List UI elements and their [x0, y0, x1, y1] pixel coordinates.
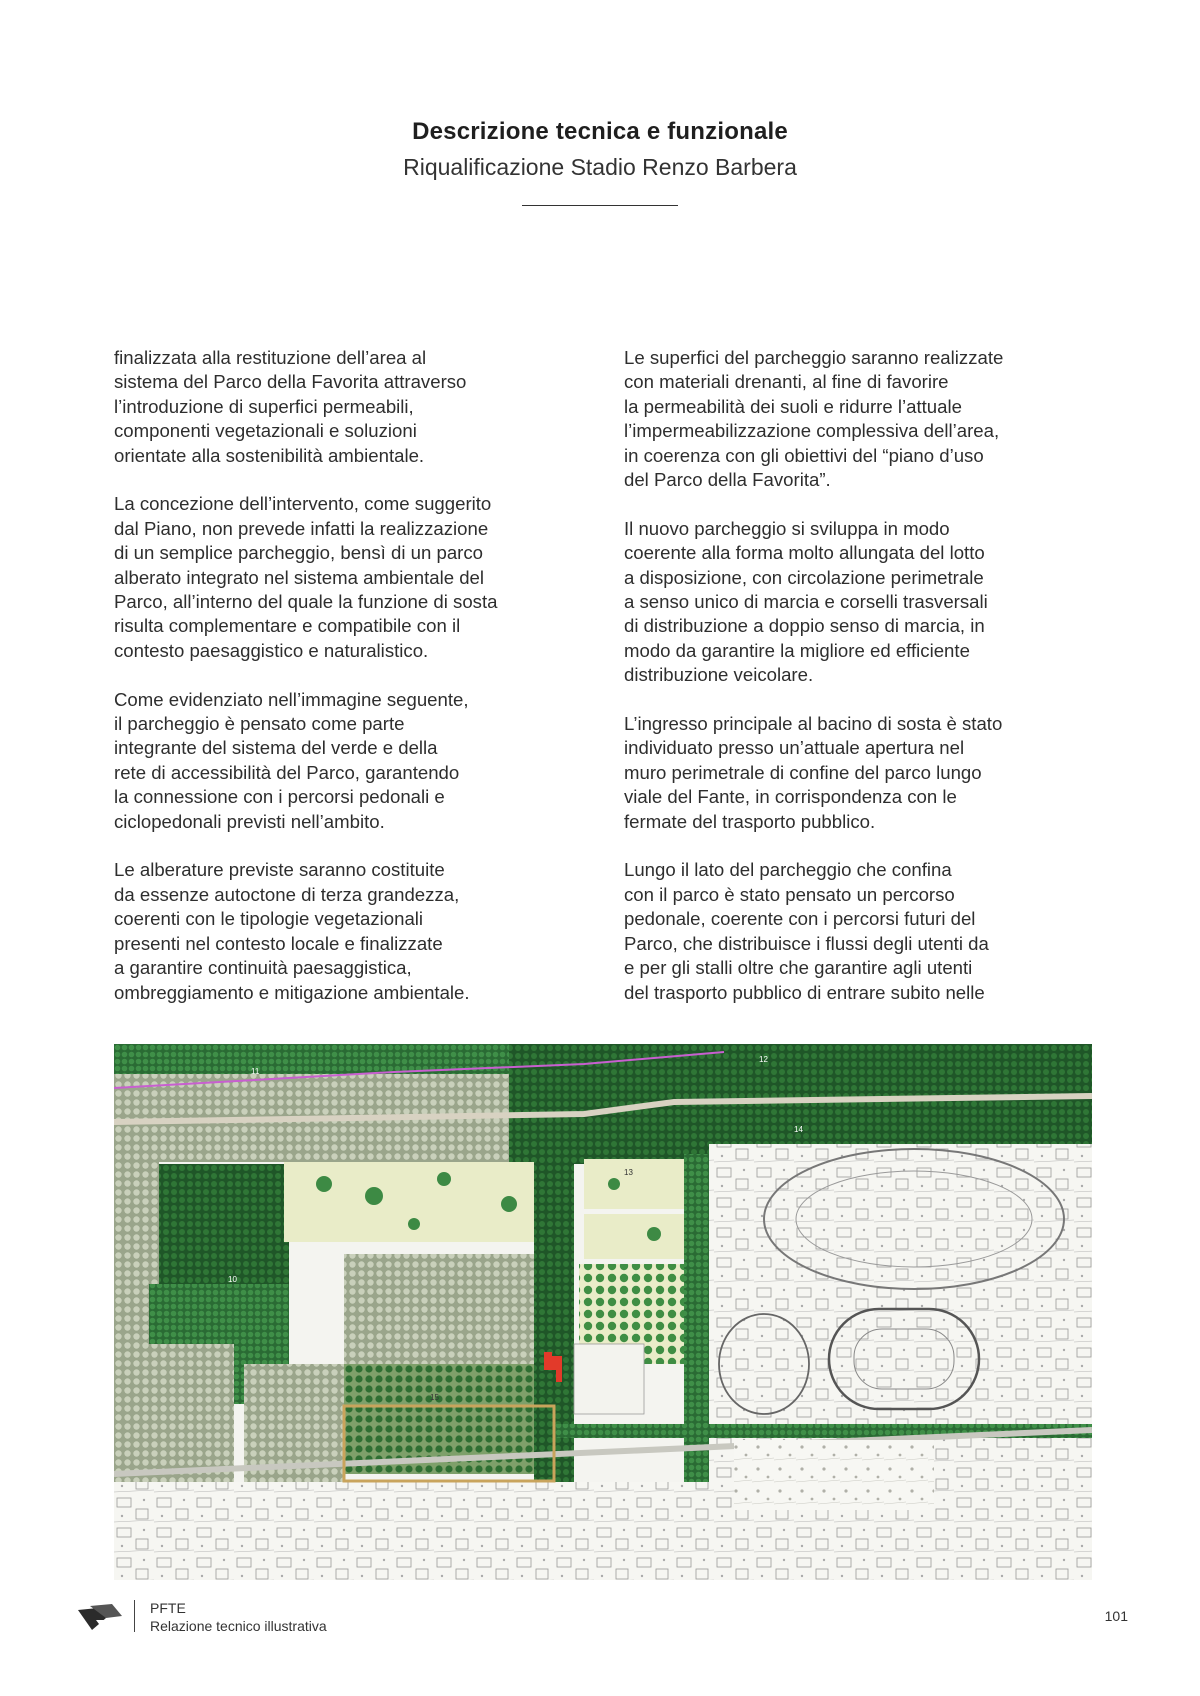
header-divider: [522, 205, 678, 206]
building: [552, 1356, 562, 1370]
right-text-column: [624, 346, 1104, 1029]
page-header: [0, 118, 1200, 206]
building: [556, 1370, 562, 1382]
paragraph: Le alberature previste saranno costituite da essenze autoctone di terza grandezza, coerenti con le tipologie vegetazionali presenti nel contesto locale e finalizzate a garantire continuità paesaggistica, ombreggiamento e mitigazione ambientale.: [114, 859, 470, 1003]
footer-document-code: PFTE: [150, 1600, 186, 1616]
paragraph: finalizzata alla restituzione dell’area al sistema del Parco della Favorita attraverso l’introduzione di superfici permeabili, componenti vegetazionali e soluzioni orientate alla sostenibilità ambientale.: [114, 347, 467, 466]
page-title: Descrizione tecnica e funzionale: [412, 118, 788, 145]
zone-label-14: 14: [794, 1125, 803, 1134]
tree: [501, 1196, 517, 1212]
plaza: [574, 1344, 644, 1414]
forest-strip: [684, 1154, 709, 1504]
zone-label-11: 11: [251, 1067, 260, 1076]
paragraph: Le superfici del parcheggio saranno realizzate con materiali drenanti, al fine di favorire la permeabilità dei suoli e ridurre l’attuale l’impermeabilizzazione complessiva dell’area, in coerenza con gli obiettivi del “piano d’uso del Parco della Favorita”.: [624, 347, 1004, 491]
sparse-area: [734, 1440, 934, 1510]
meadow-area: [584, 1159, 684, 1209]
paragraph: Lungo il lato del parcheggio che confina con il parco è stato pensato un percorso pedonale, coerente con i percorsi futuri del Parco, che distribuisce i flussi degli utenti da e per gli stalli oltre che garantire agli utenti del trasporto pubblico di entrare subito nelle: [624, 859, 989, 1003]
paragraph: La concezione dell’intervento, come suggerito dal Piano, non prevede infatti la realizzazione di un semplice parcheggio, bensì di un parco alberato integrato nel sistema ambientale del Parco, all’interno del quale la funzione di sosta risulta complementare e compatibile con il contesto paesaggistico e naturalistico.: [114, 493, 498, 661]
tree: [647, 1227, 661, 1241]
orchard-area: [244, 1364, 344, 1494]
meadow-area: [584, 1214, 684, 1259]
footer-divider: [134, 1600, 135, 1632]
site-plan-map: [114, 1044, 1092, 1580]
zone-label-15: 15: [430, 1393, 439, 1402]
tree: [437, 1172, 451, 1186]
tree: [408, 1218, 420, 1230]
tree: [608, 1178, 620, 1190]
footer-document-title: Relazione tecnico illustrativa: [150, 1618, 327, 1634]
tree: [365, 1187, 383, 1205]
paragraph: Come evidenziato nell’immagine seguente, il parcheggio è pensato come parte integrante del sistema del verde e della rete di accessibilità del Parco, garantendo la connessione con i percorsi pedonali e ciclopedonali previsti nell’ambito.: [114, 688, 469, 832]
urban-area: [114, 1482, 1092, 1580]
page-subtitle: Riqualificazione Stadio Renzo Barbera: [403, 154, 797, 180]
paragraph: Il nuovo parcheggio si sviluppa in modo coerente alla forma molto allungata del lotto a disposizione, con circolazione perimetrale a senso unico di marcia e corselli trasversali di distribuzione a doppio senso di marcia, in modo da garantire la migliore ed efficiente distribuzione veicolare.: [624, 517, 988, 686]
zone-label-13: 13: [624, 1168, 633, 1177]
company-logo-icon: [76, 1598, 124, 1634]
zone-label-12: 12: [759, 1055, 768, 1064]
paragraph: L’ingresso principale al bacino di sosta è stato individuato presso un’attuale apertura nel muro perimetrale di confine del parco lungo viale del Fante, in corrispondenza con le fermate del trasporto pubblico.: [624, 713, 1003, 832]
zone-label-10: 10: [228, 1275, 237, 1284]
tree: [316, 1176, 332, 1192]
page-number: 101: [1104, 1608, 1128, 1624]
building: [544, 1352, 552, 1370]
left-text-column: [114, 346, 594, 1029]
